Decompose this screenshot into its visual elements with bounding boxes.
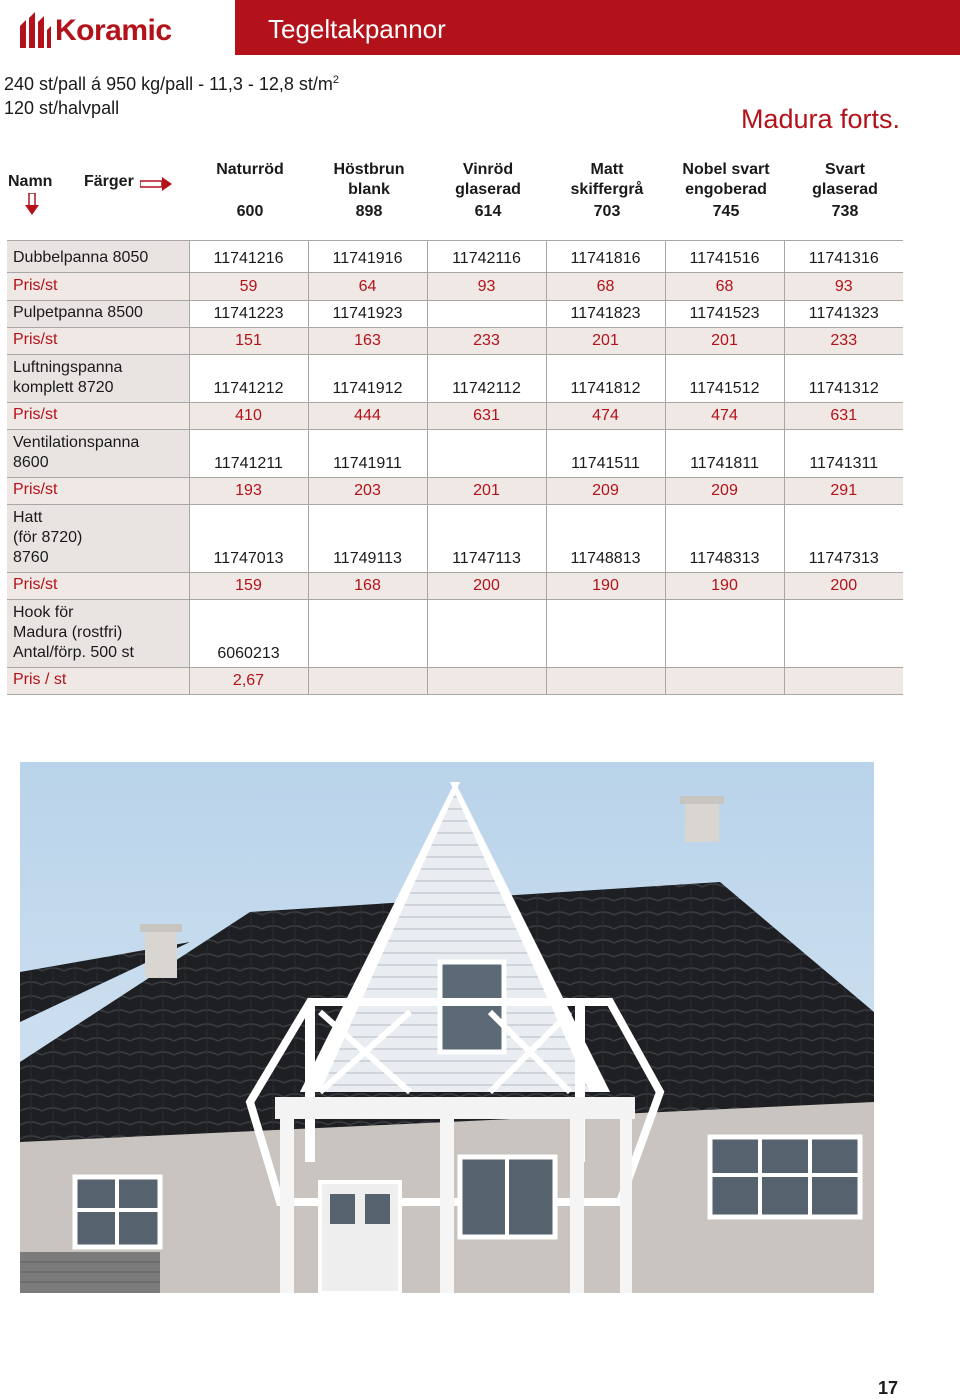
column-color-code: 898: [355, 203, 383, 220]
price-row: [7, 328, 903, 355]
article-number-cell: 11741923: [308, 301, 427, 328]
name-line: Pris/st: [13, 331, 58, 348]
price-cell: 93: [427, 273, 546, 301]
article-number-cell: 11741812: [546, 355, 665, 403]
article-number-cell: 11748813: [546, 505, 665, 573]
price-cell: 59: [189, 273, 308, 301]
product-row: [7, 505, 903, 573]
column-header-614: [429, 160, 547, 220]
name-line: Pulpetpanna 8500: [13, 304, 143, 321]
price-cell: 201: [665, 328, 784, 355]
price-cell: [308, 668, 427, 695]
price-cell: 410: [189, 403, 308, 430]
column-color-finish: glaserad: [812, 181, 878, 198]
price-cell: [665, 668, 784, 695]
price-label: [7, 478, 189, 505]
brand-name: Koramic: [55, 14, 172, 47]
price-label: [7, 403, 189, 430]
article-number-cell: 11741312: [784, 355, 903, 403]
price-label: [7, 573, 189, 600]
name-line: Pris / st: [13, 671, 67, 688]
brand-logo: [0, 0, 235, 55]
arrow-down-icon: [25, 193, 39, 215]
article-number-cell: 11741912: [308, 355, 427, 403]
price-cell: [546, 668, 665, 695]
price-cell: 291: [784, 478, 903, 505]
product-row: [7, 600, 903, 668]
page-number: 17: [877, 1378, 898, 1398]
name-line: 8600: [13, 454, 49, 471]
article-number-cell: 11741516: [665, 241, 784, 273]
price-cell: 201: [427, 478, 546, 505]
column-color-finish: blank: [348, 181, 390, 198]
name-line: Ventilationspanna: [13, 434, 140, 451]
product-row: [7, 355, 903, 403]
price-cell: 190: [546, 573, 665, 600]
article-number-cell: [546, 600, 665, 668]
product-name: [7, 355, 189, 403]
column-color-finish: [191, 180, 309, 200]
article-number-cell: [427, 301, 546, 328]
article-number-cell: 11741211: [189, 430, 308, 478]
article-number-cell: 11741323: [784, 301, 903, 328]
name-line: Pris/st: [13, 481, 58, 498]
pallet-info-text: 240 st/pall á 950 kg/pall - 11,3 - 12,8 st/m: [4, 74, 333, 94]
header-bar: [235, 0, 960, 55]
price-cell: 200: [784, 573, 903, 600]
price-cell: [427, 668, 546, 695]
column-color-finish: glaserad: [455, 181, 521, 198]
column-color-code: 738: [831, 203, 859, 220]
price-cell: 93: [784, 273, 903, 301]
article-number-cell: [308, 600, 427, 668]
price-cell: 209: [546, 478, 665, 505]
name-line: Pris/st: [13, 406, 58, 423]
article-number-cell: 11741811: [665, 430, 784, 478]
namn-label: Namn: [8, 173, 53, 190]
article-number-cell: 11747113: [427, 505, 546, 573]
article-number-cell: 11741311: [784, 430, 903, 478]
article-number-cell: 11749113: [308, 505, 427, 573]
price-cell: 2,67: [189, 668, 308, 695]
column-color-code: 600: [236, 203, 264, 220]
name-line: (för 8720): [13, 529, 83, 546]
column-color-name: Matt: [590, 161, 624, 178]
price-cell: 168: [308, 573, 427, 600]
name-line: Madura (rostfri): [13, 624, 123, 641]
article-number-cell: 11741816: [546, 241, 665, 273]
article-number-cell: [427, 600, 546, 668]
price-cell: 159: [189, 573, 308, 600]
column-color-finish: skiffergrå: [570, 181, 644, 198]
price-cell: 200: [427, 573, 546, 600]
price-cell: 444: [308, 403, 427, 430]
price-row: [7, 573, 903, 600]
article-number-cell: 11747313: [784, 505, 903, 573]
price-cell: 193: [189, 478, 308, 505]
price-cell: 151: [189, 328, 308, 355]
article-number-cell: 11741911: [308, 430, 427, 478]
column-header-600: [191, 160, 309, 220]
name-line: Hook för: [13, 604, 74, 621]
price-cell: 201: [546, 328, 665, 355]
article-number-cell: 11741512: [665, 355, 784, 403]
name-line: Luftningspanna: [13, 359, 123, 376]
name-line: Hatt: [13, 509, 43, 526]
article-number-cell: 11741216: [189, 241, 308, 273]
price-row: [7, 668, 903, 695]
name-line: Dubbelpanna 8050: [13, 249, 149, 266]
price-cell: 631: [427, 403, 546, 430]
pallet-info-line-1: [4, 68, 339, 96]
price-cell: 190: [665, 573, 784, 600]
article-number-cell: 11741511: [546, 430, 665, 478]
price-cell: 631: [784, 403, 903, 430]
article-number-cell: 11741823: [546, 301, 665, 328]
header-title: Tegeltakpannor: [268, 14, 446, 44]
price-cell: [784, 668, 903, 695]
price-cell: 68: [546, 273, 665, 301]
price-cell: 203: [308, 478, 427, 505]
price-cell: 163: [308, 328, 427, 355]
arrow-right-icon: [140, 177, 172, 191]
price-label: [7, 273, 189, 301]
koramic-logo-icon: [18, 10, 52, 48]
article-number-cell: 6060213: [189, 600, 308, 668]
product-name: [7, 241, 189, 273]
column-color-name: Naturröd: [216, 161, 284, 178]
article-number-cell: [665, 600, 784, 668]
column-header-745: [667, 160, 785, 220]
article-number-cell: 11741316: [784, 241, 903, 273]
article-number-cell: 11748313: [665, 505, 784, 573]
price-cell: 64: [308, 273, 427, 301]
price-row: [7, 273, 903, 301]
name-line: komplett 8720: [13, 379, 114, 396]
column-header-703: [548, 160, 666, 220]
square-meter-superscript: 2: [332, 74, 339, 86]
price-row: [7, 403, 903, 430]
product-name: [7, 505, 189, 573]
price-cell: 233: [784, 328, 903, 355]
house-photo: [20, 762, 874, 1293]
farger-label: Färger: [84, 173, 134, 190]
price-cell: 474: [665, 403, 784, 430]
price-table: [7, 240, 903, 695]
article-number-cell: 11747013: [189, 505, 308, 573]
article-number-cell: 11742112: [427, 355, 546, 403]
column-color-finish: engoberad: [685, 181, 767, 198]
column-header-898: [310, 160, 428, 220]
price-label: [7, 328, 189, 355]
price-cell: 474: [546, 403, 665, 430]
column-color-name: Vinröd: [462, 161, 514, 178]
name-line: 8760: [13, 549, 49, 566]
article-number-cell: 11741523: [665, 301, 784, 328]
price-row: [7, 478, 903, 505]
column-color-name: Höstbrun: [333, 161, 405, 178]
article-number-cell: [784, 600, 903, 668]
product-name: [7, 430, 189, 478]
column-color-code: 703: [593, 203, 621, 220]
product-name: [7, 301, 189, 328]
name-line: Pris/st: [13, 277, 58, 294]
article-number-cell: 11741212: [189, 355, 308, 403]
name-line: Pris/st: [13, 576, 58, 593]
name-line: Antal/förp. 500 st: [13, 644, 134, 661]
column-color-name: Svart: [824, 161, 866, 178]
article-number-cell: 11741223: [189, 301, 308, 328]
house-photo-icon: [20, 762, 874, 1293]
product-row: [7, 430, 903, 478]
price-cell: 233: [427, 328, 546, 355]
column-header-738: [786, 160, 904, 220]
product-row: [7, 241, 903, 273]
price-label: [7, 668, 189, 695]
pallet-info: [4, 68, 339, 120]
article-number-cell: 11742116: [427, 241, 546, 273]
product-row: [7, 301, 903, 328]
product-name: [7, 600, 189, 668]
article-number-cell: [427, 430, 546, 478]
pallet-info-line-2: 120 st/halvpall: [4, 98, 120, 118]
column-color-name: Nobel svart: [682, 161, 770, 178]
article-number-cell: 11741916: [308, 241, 427, 273]
column-color-code: 745: [712, 203, 740, 220]
column-color-code: 614: [474, 203, 502, 220]
price-cell: 68: [665, 273, 784, 301]
section-title: Madura forts.: [740, 104, 900, 134]
price-cell: 209: [665, 478, 784, 505]
